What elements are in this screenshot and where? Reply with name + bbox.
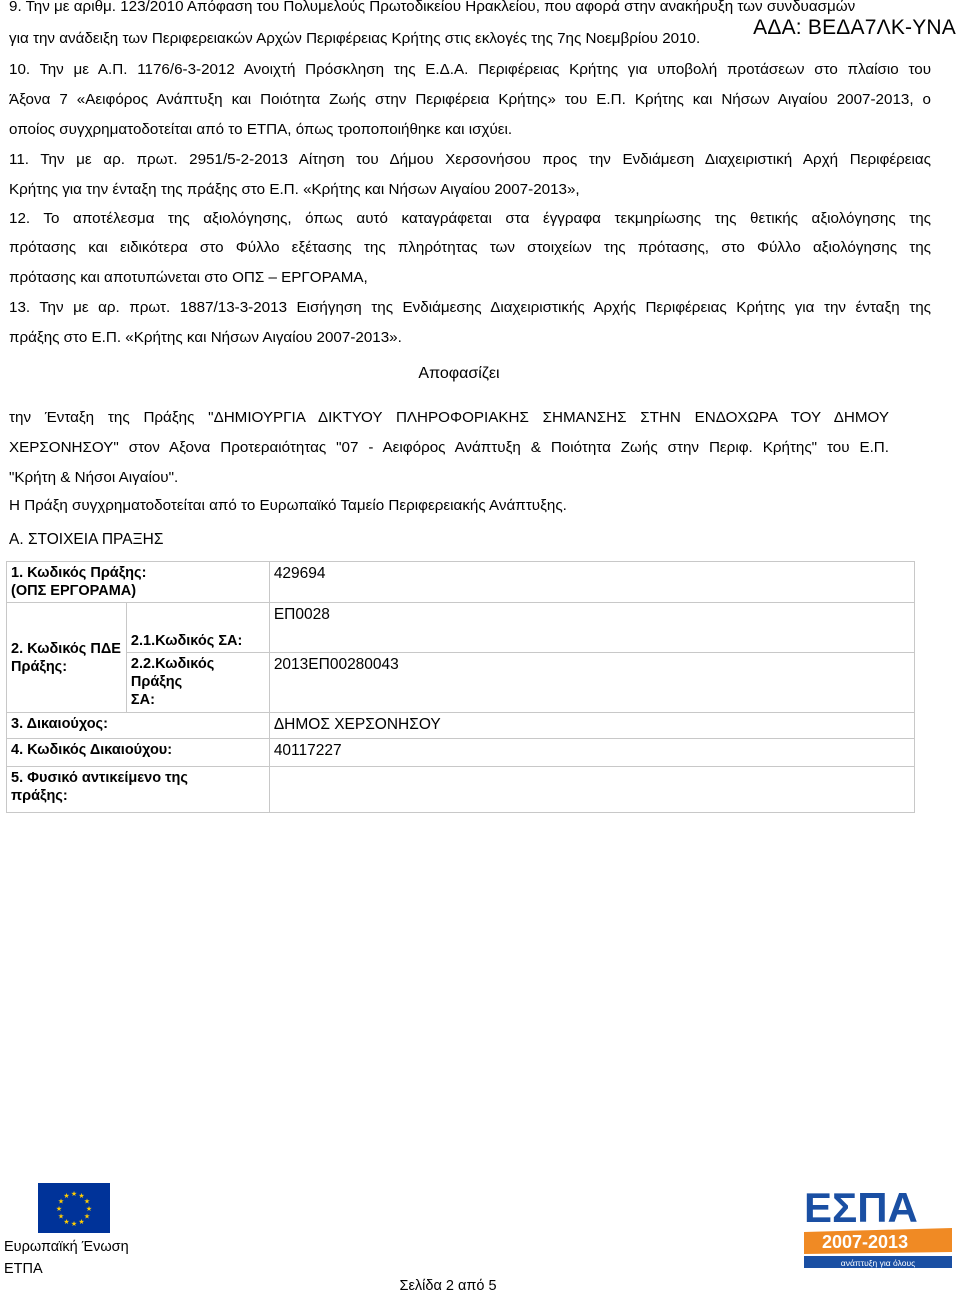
item-9-line-1: 9. Την με αριθμ. 123/2010 Απόφαση του Πολυμελούς Πρωτοδικείου Ηρακλείου, που αφορά στην ανακήρυξη των συνδυασμών [9, 0, 856, 15]
section-a-heading: Α. ΣΤΟΙΧΕΙΑ ΠΡΑΞΗΣ [9, 531, 164, 548]
eu-flag-icon [38, 1183, 110, 1233]
table-row [7, 713, 915, 739]
sa-project-code-label-sub: ΣΑ: [130, 692, 155, 708]
table-row [7, 739, 915, 767]
table-row [7, 653, 915, 713]
item-11-line-2: Κρήτης για την ένταξη της πράξης στο Ε.Π. «Κρήτης και Νήσων Αιγαίου 2007-2013», [9, 181, 580, 198]
sa-project-code-label: 2.2.Κωδικός Πράξης [130, 656, 215, 690]
item-12-line-3: πρότασης και αποτυπώνεται στο ΟΠΣ – ΕΡΓΟΡΑΜΑ, [9, 269, 368, 286]
svg-text:ΕΣΠΑ: ΕΣΠΑ [804, 1184, 918, 1231]
item-10-line-2: Άξονα 7 «Αειφόρος Ανάπτυξη και Ποιότητα Ζωής στην Περιφέρεια Κρήτης» του Ε.Π. Κρήτης και Νήσων Αιγαίου 2007-2013, ο [9, 91, 931, 108]
table-row [7, 603, 915, 653]
decision-line-4: Η Πράξη συγχρηματοδοτείται από το Ευρωπαϊκό Ταμείο Περιφερειακής Ανάπτυξης. [9, 497, 567, 514]
pde-label: 2. Κωδικός ΠΔΕ [11, 640, 121, 657]
beneficiary-code-label: 4. Κωδικός Δικαιούχου: [7, 739, 270, 767]
item-13-line-1: 13. Την με αρ. πρωτ. 1887/13-3-2013 Εισήγηση της Ενδιάμεσης Διαχειριστικής Αρχής Περιφέρειας Κρήτης για την ένταξη της [9, 299, 931, 316]
svg-text:★: ★ [78, 1218, 85, 1226]
svg-text:★: ★ [57, 1197, 65, 1206]
svg-text:★: ★ [63, 1192, 70, 1200]
sa-project-code-label-cell [126, 653, 269, 713]
item-12-line-1: 12. Το αποτέλεσμα της αξιολόγησης, όπως αυτό καταγράφεται στα έγγραφα τεκμηρίωσης της θετικής αξιολόγησης της [9, 210, 931, 227]
svg-text:2007-2013: 2007-2013 [822, 1232, 909, 1252]
decision-line-3: "Κρήτη & Νήσοι Αιγαίου". [9, 469, 179, 486]
item-10-line-1: 10. Την με Α.Π. 1176/6-3-2012 Ανοιχτή Πρόσκληση της Ε.Δ.Α. Περιφέρειας Κρήτης για υποβολή προτάσεων στο πλαίσιο του [9, 61, 931, 78]
etpa-caption: ΕΤΠΑ [4, 1261, 43, 1277]
svg-text:★: ★ [70, 1220, 78, 1228]
physical-object-label-sub: πράξης: [11, 788, 68, 804]
physical-object-label: 5. Φυσικό αντικείμενο της [11, 770, 188, 786]
sa-code-value: ΕΠ0028 [269, 603, 914, 653]
project-details-table [6, 561, 915, 813]
sa-project-code-value: 2013ΕΠ00280043 [269, 653, 914, 713]
svg-text:★: ★ [57, 1212, 65, 1221]
decision-line-2: ΧΕΡΣΟΝΗΣΟΥ" στον Αξονα Προτεραιότητας "07 - Αειφόρος Ανάπτυξη & Ποιότητα Ζωής στην Περιφ. Κρήτης" του Ε.Π. [9, 439, 889, 456]
physical-object-value [269, 767, 914, 813]
item-13-line-2: πράξης στο Ε.Π. «Κρήτης και Νήσων Αιγαίου 2007-2013». [9, 329, 402, 346]
eu-logo-block [4, 1183, 164, 1280]
item-9-line-2: για την ανάδειξη των Περιφερειακών Αρχών Περιφέρειας Κρήτης στις εκλογές της 7ης Νοεμβρίου 2010. [9, 30, 701, 47]
pde-label-sub: Πράξης: [11, 658, 68, 675]
beneficiary-code-value: 40117227 [269, 739, 914, 767]
pde-label-cell [7, 603, 127, 713]
ada-code: ΑΔΑ: ΒΕΔΑ7ΛΚ-ΥΝΑ [753, 16, 956, 39]
svg-text:★: ★ [83, 1197, 91, 1206]
svg-text:★: ★ [78, 1192, 85, 1200]
sa-code-label: 2.1.Κωδικός ΣΑ: [126, 603, 269, 653]
beneficiary-label: 3. Δικαιούχος: [7, 713, 270, 739]
code-label-cell [7, 562, 270, 603]
espa-logo [802, 1182, 954, 1275]
beneficiary-value: ΔΗΜΟΣ ΧΕΡΣΟΝΗΣΟΥ [269, 713, 914, 739]
table-row [7, 767, 915, 813]
eu-stars-icon [38, 1183, 110, 1233]
eu-caption: Ευρωπαϊκή Ένωση [4, 1239, 129, 1255]
svg-text:ανάπτυξη για όλους: ανάπτυξη για όλους [840, 1258, 916, 1268]
item-11-line-1: 11. Την με αρ. πρωτ. 2951/5-2-2013 Αίτηση του Δήμου Χερσονήσου προς την Ενδιάμεση Διαχειριστική Αρχή Περιφέρειας [9, 151, 931, 168]
code-label-sub: (ΟΠΣ ΕΡΓΟΡΑΜΑ) [11, 583, 137, 599]
svg-text:★: ★ [85, 1205, 93, 1213]
physical-object-label-cell [7, 767, 270, 813]
table-row [7, 562, 915, 603]
svg-text:★: ★ [63, 1218, 70, 1226]
code-label: 1. Κωδικός Πράξης: [11, 565, 147, 581]
espa-logo-icon [802, 1182, 954, 1270]
decides-heading: Αποφασίζει [418, 365, 500, 382]
decision-line-1: την Ένταξη της Πράξης "ΔΗΜΙΟΥΡΓΙΑ ΔΙΚΤΥΟΥ ΠΛΗΡΟΦΟΡΙΑΚΗΣ ΣΗΜΑΝΣΗΣ ΣΤΗΝ ΕΝΔΟΧΩΡΑ ΤΟΥ ΔΗΜΟΥ [9, 409, 889, 426]
page-number: Σελίδα 2 από 5 [399, 1278, 497, 1294]
item-10-line-3: οποίος συγχρηματοδοτείται από το ΕΤΠΑ, όπως τροποποιήθηκε και ισχύει. [9, 121, 513, 138]
code-value: 429694 [269, 562, 914, 603]
svg-text:★: ★ [83, 1212, 91, 1221]
svg-text:★: ★ [55, 1205, 63, 1213]
svg-text:★: ★ [70, 1190, 78, 1198]
item-12-line-2: πρότασης και ειδικότερα στο Φύλλο εξέτασης της πληρότητας των στοιχείων της πρότασης, στο Φύλλο αξιολόγησης της [9, 239, 931, 256]
